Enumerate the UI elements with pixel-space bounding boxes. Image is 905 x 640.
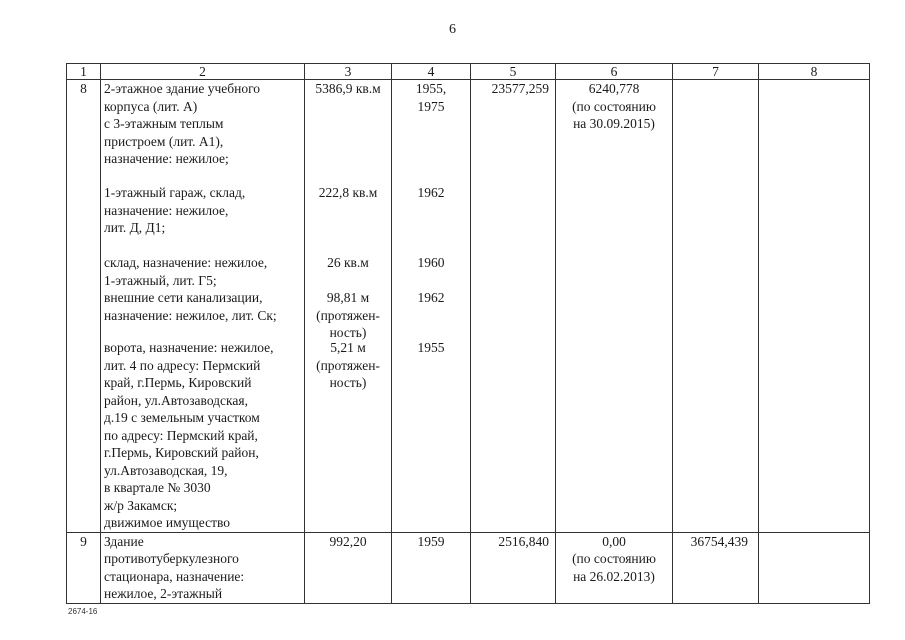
col8-cell	[759, 80, 870, 533]
header-cell: 1	[67, 64, 101, 80]
year-cell: 1959	[392, 532, 471, 603]
residual-value-cell: 6240,778 (по состоянию на 30.09.2015)	[556, 80, 673, 533]
table-row	[67, 532, 870, 603]
description-cell: Здание противотуберкулезного стационара, назначение: нежилое, 2-этажный	[101, 532, 305, 603]
header-cell: 6	[556, 64, 673, 80]
row-number: 8	[67, 80, 101, 533]
item-year: 1962	[417, 185, 445, 200]
header-cell: 2	[101, 64, 305, 80]
item-area: 222,8 кв.м	[318, 185, 378, 200]
residual-value-cell: 0,00 (по состоянию на 26.02.2013)	[556, 532, 673, 603]
header-cell: 3	[305, 64, 392, 80]
item-description: 1-этажный гараж, склад, назначение: нежилое, лит. Д, Д1;	[104, 185, 246, 235]
property-table	[66, 63, 870, 604]
year-cell	[392, 80, 471, 533]
area-cell: 992,20	[305, 532, 392, 603]
row-number: 9	[67, 532, 101, 603]
item-year: 1955	[417, 340, 445, 355]
col7-cell: 36754,439	[673, 532, 759, 603]
item-year: 1955, 1975	[415, 81, 447, 114]
item-area: 5386,9 кв.м	[315, 81, 381, 96]
item-description: ворота, назначение: нежилое, лит. 4 по адресу: Пермский край, г.Пермь, Кировский район, ул.Автозаводская, д.19 с земельным участком по адресу: Пермский край, г.Пермь, Кировский район, ул.Автозаводская, 19, в квартале № 3030 ж/р Закамск; движимое имущество	[104, 340, 274, 530]
item-area: 98,81 м (протяжен- ность)	[316, 290, 380, 340]
item-description: 2-этажное здание учебного корпуса (лит. А) с 3-этажным теплым пристроем (лит. А1), назначение: нежилое;	[104, 81, 261, 166]
item-area: 26 кв.м	[327, 255, 369, 270]
col8-cell	[759, 532, 870, 603]
item-description: внешние сети канализации, назначение: нежилое, лит. Ск;	[104, 290, 277, 323]
document-code: 2674-16	[68, 607, 98, 616]
value-cell: 2516,840	[471, 532, 556, 603]
header-cell: 7	[673, 64, 759, 80]
header-cell: 5	[471, 64, 556, 80]
header-cell: 4	[392, 64, 471, 80]
description-cell	[101, 80, 305, 533]
value-cell: 23577,259	[471, 80, 556, 533]
item-area: 5,21 м (протяжен- ность)	[316, 340, 380, 390]
page-number: 6	[449, 22, 456, 37]
header-cell: 8	[759, 64, 870, 80]
area-cell	[305, 80, 392, 533]
item-year: 1960	[417, 255, 445, 270]
col7-cell	[673, 80, 759, 533]
table-row	[67, 80, 870, 533]
header-row	[67, 64, 870, 80]
item-year: 1962	[417, 290, 445, 305]
item-description: склад, назначение: нежилое, 1-этажный, лит. Г5;	[104, 255, 268, 288]
